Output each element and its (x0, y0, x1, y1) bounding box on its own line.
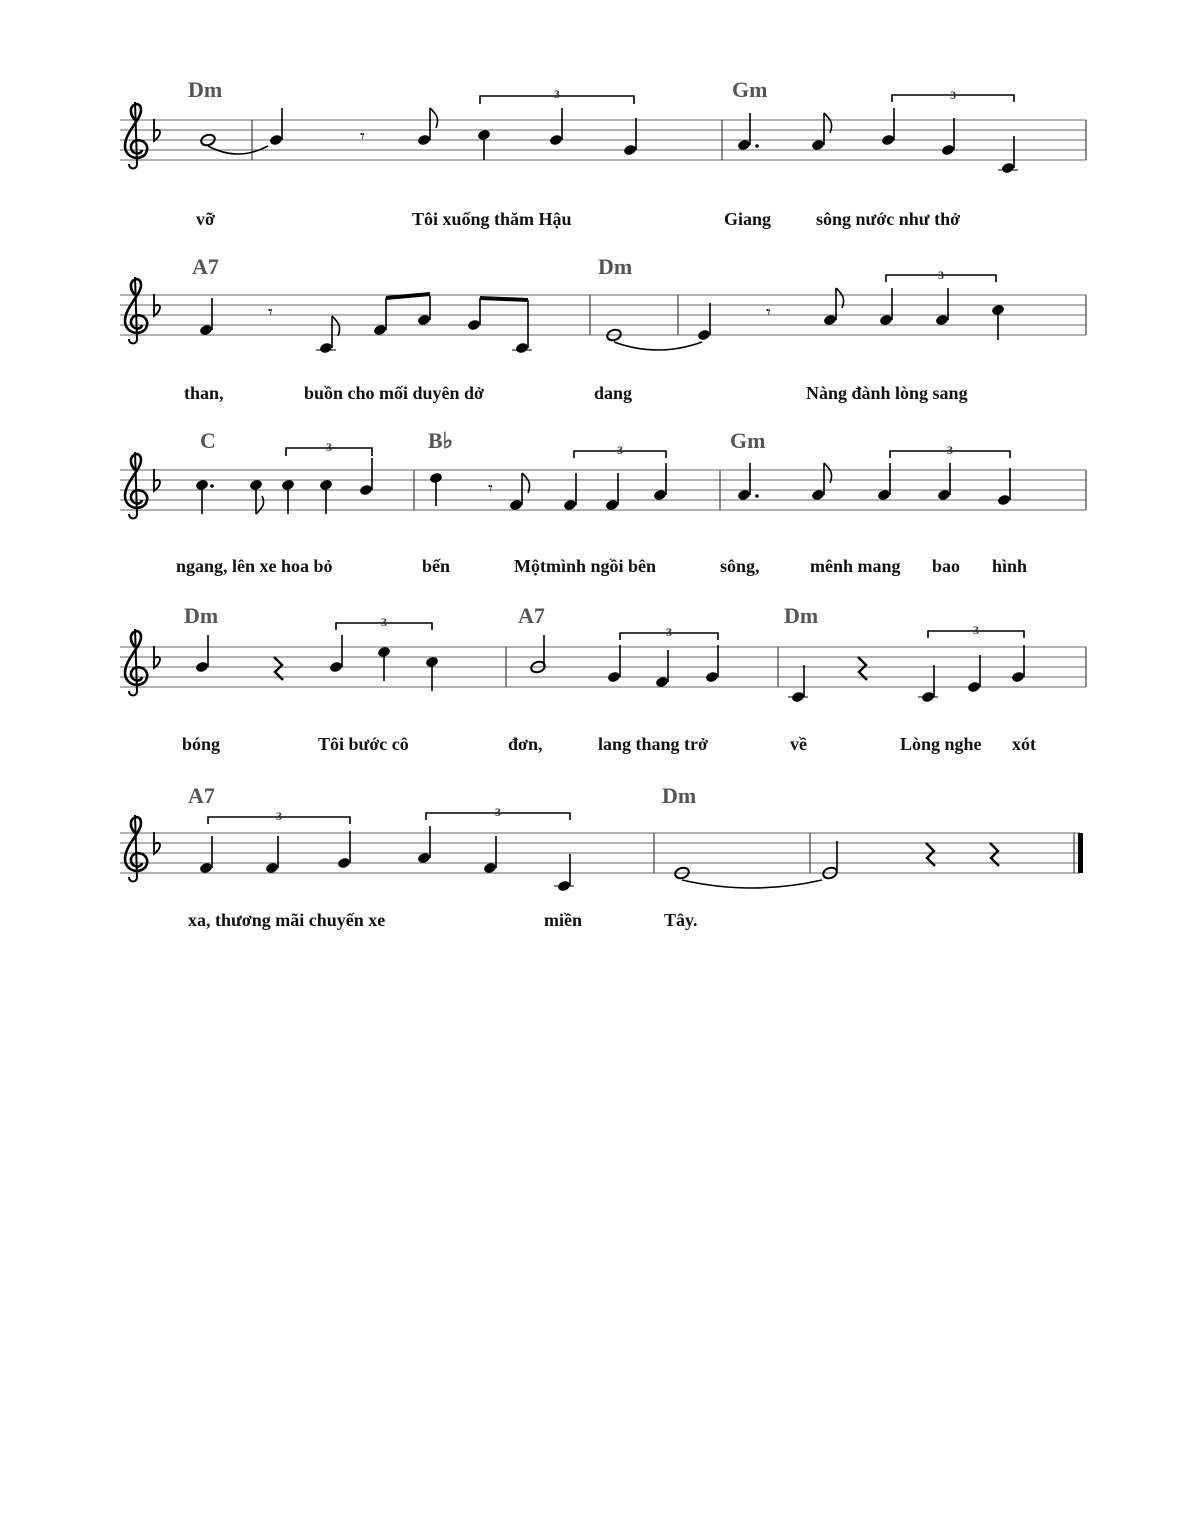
treble-clef-icon (125, 629, 147, 696)
lyric: miền (544, 910, 582, 930)
notes (199, 268, 1005, 354)
flat-key-signature-icon (154, 832, 160, 854)
lyric: Nàng đành lòng sang (806, 383, 968, 403)
tuplet-number: 3 (938, 268, 944, 282)
tuplet-number: 3 (973, 623, 979, 637)
lyric: Tôi xuống thăm Hậu (412, 209, 572, 229)
chord-symbol: Dm (784, 603, 819, 628)
tuplet-number: 3 (495, 805, 501, 819)
chord-symbol: A7 (188, 783, 215, 808)
svg-text:𝄾: 𝄾 (766, 302, 771, 323)
chord-symbol: Dm (662, 783, 697, 808)
tuplet-number: 3 (381, 615, 387, 629)
chord-symbol: Dm (184, 603, 219, 628)
lyric: dang (594, 383, 633, 403)
lyric: bóng (182, 734, 221, 754)
lyric: Mộtmình ngồi bên (514, 556, 657, 576)
treble-clef-icon (125, 102, 147, 169)
system-4 (120, 603, 1086, 754)
lyric: vỡ (196, 209, 215, 229)
staff (120, 815, 1083, 882)
tuplet-number: 3 (947, 443, 953, 457)
lyric: Lòng nghe (900, 734, 982, 754)
chord-symbol: Dm (598, 254, 633, 279)
treble-clef-icon (125, 277, 147, 344)
staff (120, 452, 1086, 519)
tuplet-number: 3 (950, 88, 956, 102)
lyric: Tây. (664, 910, 698, 930)
lyric: ngang, lên xe hoa bỏ (176, 556, 333, 576)
system-2 (120, 254, 1086, 403)
lyric: hình (992, 556, 1028, 576)
tuplet-number: 3 (276, 809, 282, 823)
lyric: sông nước như thở (816, 209, 961, 229)
svg-text:𝄾: 𝄾 (268, 302, 273, 323)
flat-key-signature-icon (154, 119, 160, 141)
chord-symbol: A7 (192, 254, 219, 279)
svg-text:𝄾: 𝄾 (360, 126, 365, 147)
lyric: bến (422, 556, 451, 576)
staff (120, 102, 1086, 169)
system-5 (120, 783, 1083, 930)
staff (120, 629, 1086, 696)
chord-symbol: A7 (518, 603, 545, 628)
lyric: sông, (720, 556, 760, 576)
lyric: than, (184, 383, 224, 403)
lyric: lang thang trở (598, 734, 708, 754)
flat-key-signature-icon (154, 469, 160, 491)
system-3 (120, 428, 1086, 576)
chord-symbol: C (200, 428, 216, 453)
flat-key-signature-icon (154, 294, 160, 316)
lyric: xa, thương mãi chuyến xe (188, 910, 386, 930)
notes (199, 805, 999, 892)
chord-symbol: Dm (188, 77, 223, 102)
tuplet-number: 3 (617, 443, 623, 457)
tuplet-number: 3 (554, 87, 560, 101)
notes (195, 615, 1025, 703)
lyric: bao (932, 556, 961, 576)
lyric: mênh mang (810, 556, 901, 576)
notes (195, 440, 1011, 514)
lyric: buồn cho mối duyên dở (304, 383, 485, 403)
chord-symbol: Gm (732, 77, 768, 102)
system-1 (120, 77, 1086, 229)
lyric: Tôi bước cô (318, 734, 409, 754)
chord-symbol: Gm (730, 428, 766, 453)
chord-symbol: B♭ (428, 428, 454, 453)
lyric: về (790, 734, 807, 754)
tuplet-number: 3 (666, 625, 672, 639)
lyric: xót (1012, 734, 1036, 754)
staff (120, 277, 1086, 344)
treble-clef-icon (125, 452, 147, 519)
notes (200, 87, 1018, 174)
svg-text:𝄾: 𝄾 (488, 478, 493, 499)
treble-clef-icon (125, 815, 147, 882)
tuplet-number: 3 (326, 440, 332, 454)
lyric: Giang (724, 209, 772, 229)
flat-key-signature-icon (154, 646, 160, 668)
lyric: đơn, (508, 734, 543, 754)
